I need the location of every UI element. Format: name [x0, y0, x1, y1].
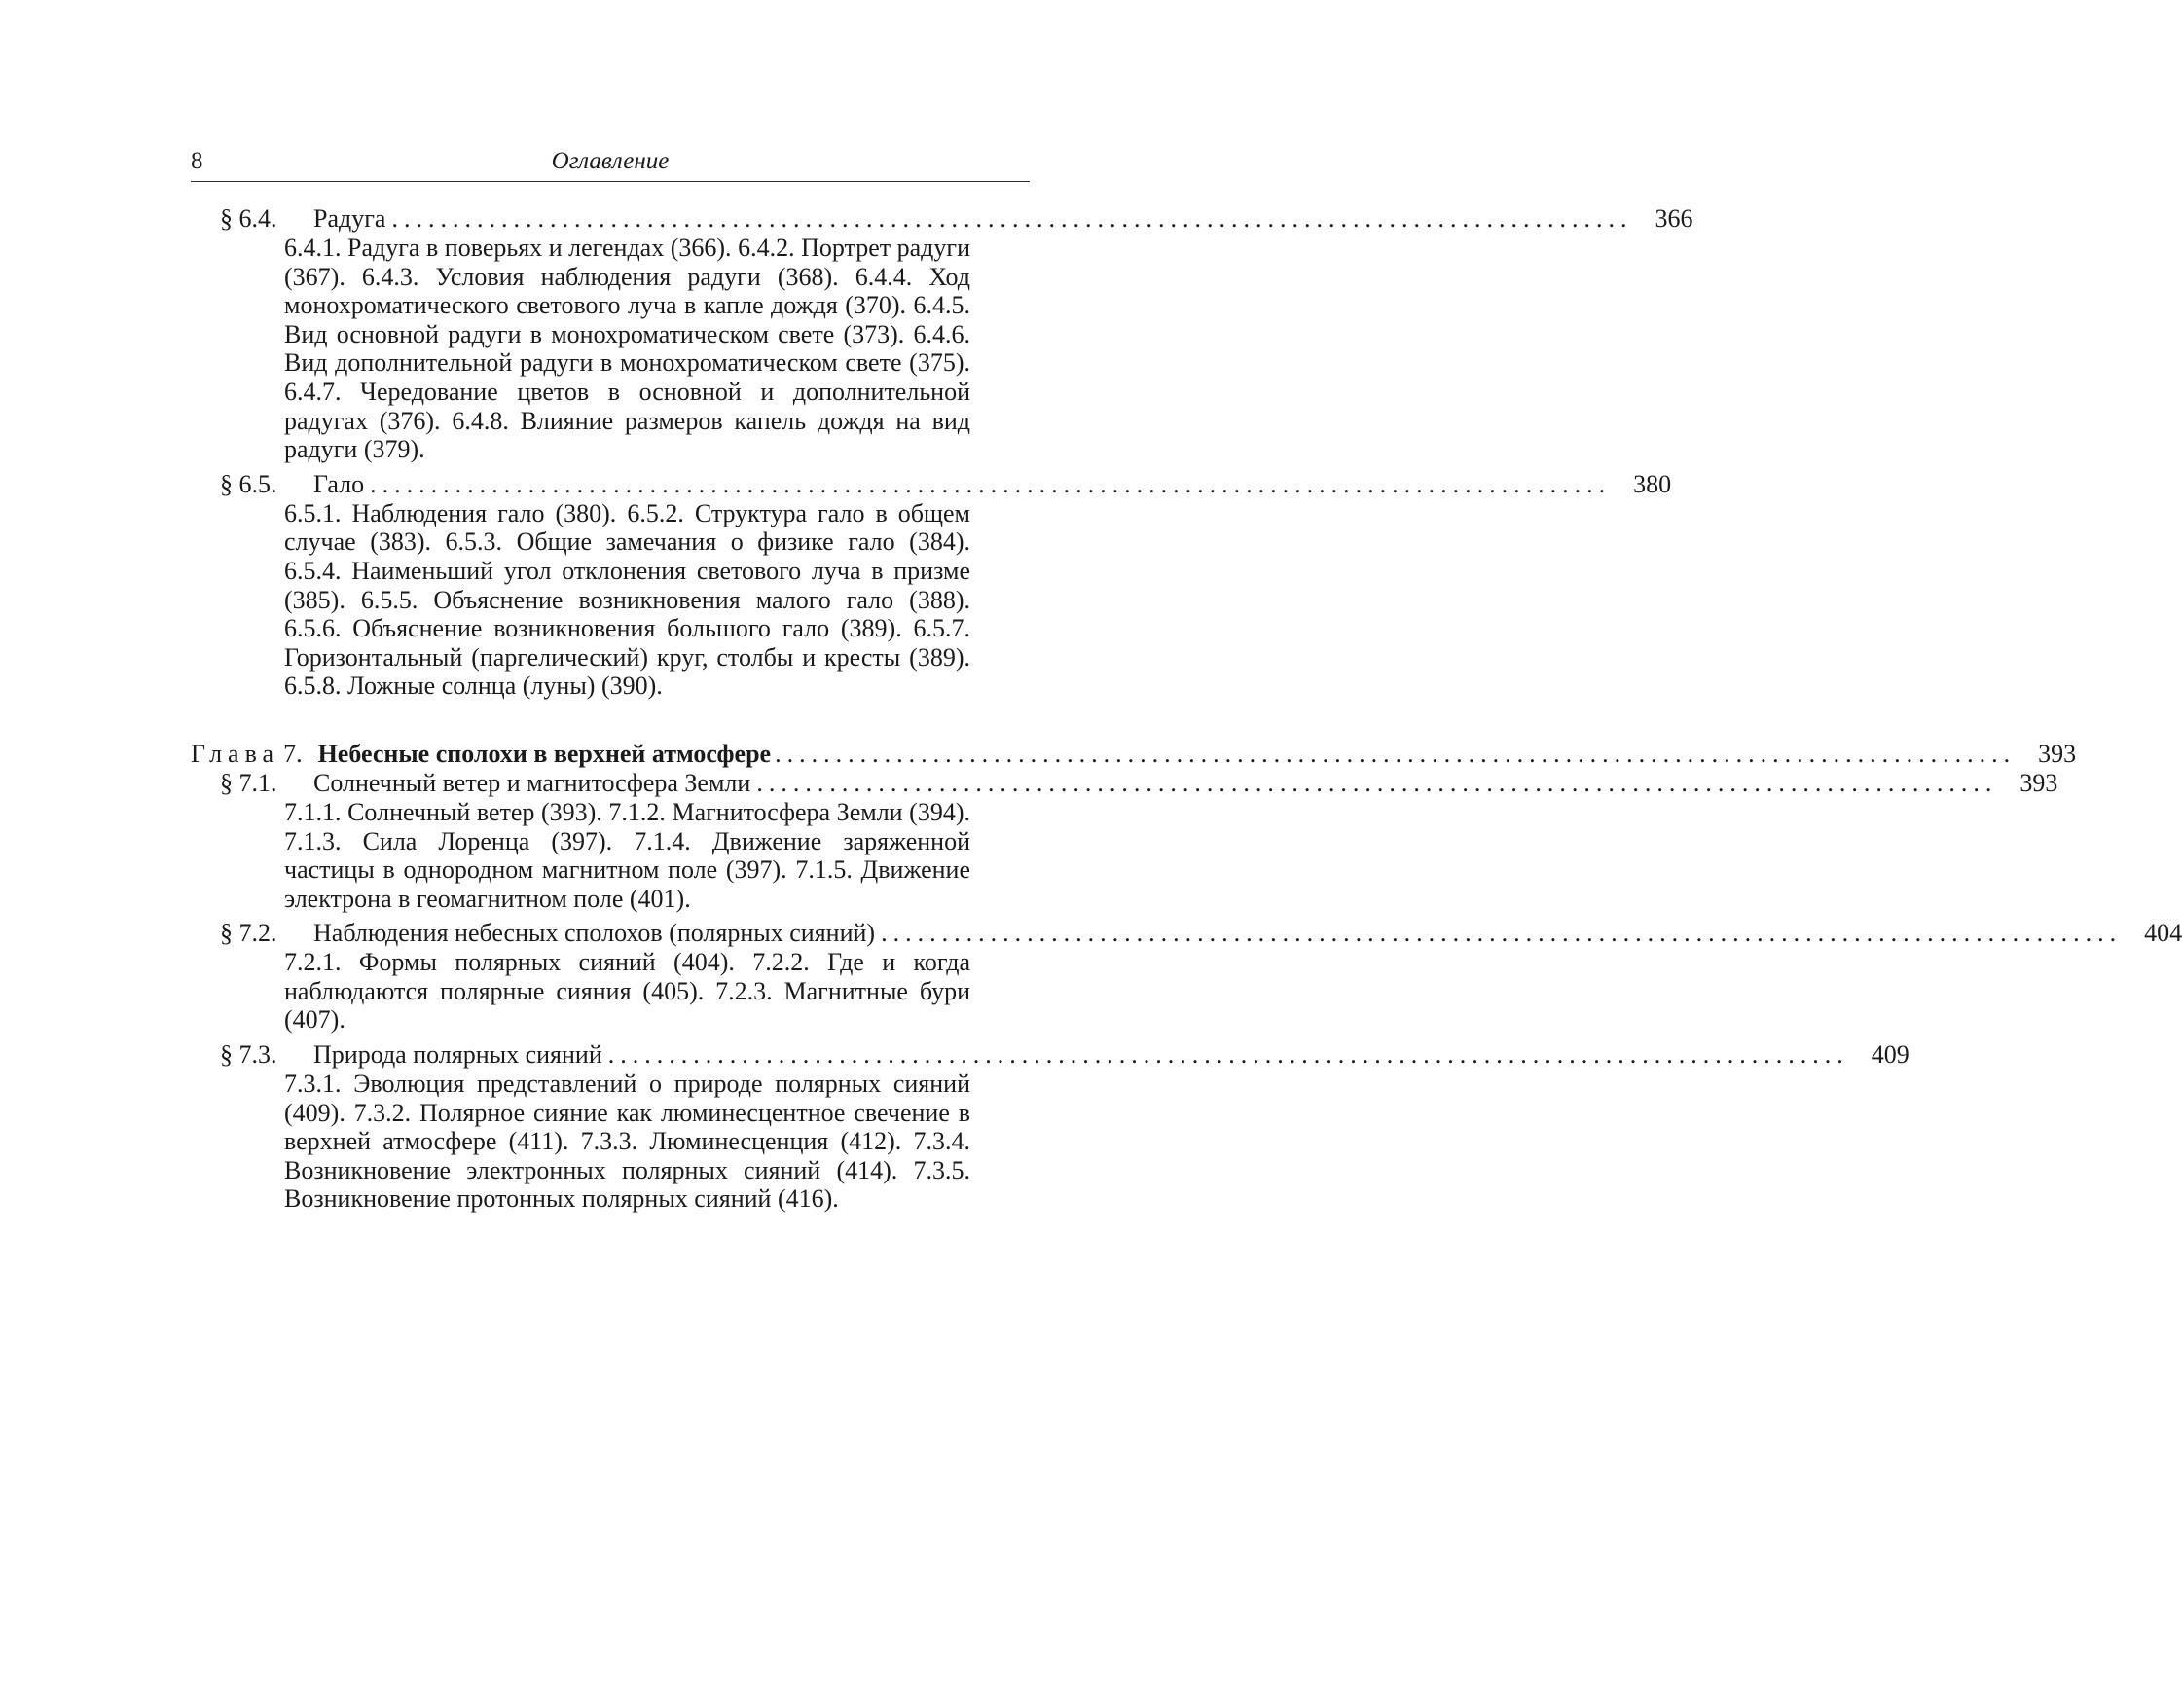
leader-dots: ......................................................................................................	[775, 739, 2017, 768]
section-title: Радуга	[313, 204, 386, 233]
section-description: 6.5.1. Наблюдения гало (380). 6.5.2. Структура гало в общем случае (383). 6.5.3. Общие замечания о физике гало (384). 6.5.4. Наименьший угол отклонения светового луча в призме (385). 6.5.5. Объяснение возникновения малого гало (388). 6.5.6. Объяснение возникновения большого гало (389). 6.5.7. Горизонтальный (паргелический) круг, столбы и кресты (389). 6.5.8. Ложные солнца (луны) (390).	[284, 498, 970, 701]
toc-section-7-2	[191, 919, 2182, 1035]
chapter-page: 393	[2038, 739, 2077, 768]
section-description: 6.4.1. Радуга в поверьях и легендах (366). 6.4.2. Портрет радуги (367). 6.4.3. Условия наблюдения радуги (368). 6.4.4. Ход монохроматического светового луча в капле дождя (370). 6.4.5. Вид основной радуги в монохроматическом свете (373). 6.4.6. Вид дополнительной радуги в монохроматическом свете (375). 6.4.7. Чередование цветов в основной и дополнительной радугах (376). 6.4.8. Влияние размеров капель дождя на вид радуги (379).	[284, 234, 970, 464]
section-page: 380	[1633, 469, 1672, 498]
toc-section-7-3	[191, 1040, 1909, 1214]
section-title: Гало	[313, 469, 365, 498]
chapter-label: Глава	[191, 739, 280, 768]
toc-entry-7-2[interactable]	[191, 919, 2182, 948]
page-header	[191, 146, 1030, 182]
section-number: § 6.4.	[220, 204, 277, 233]
toc-entry-7-1[interactable]	[191, 768, 2058, 798]
toc-chapter-7[interactable]	[191, 739, 2077, 769]
toc-section-6-5	[191, 469, 1672, 701]
running-title: Оглавление	[551, 148, 670, 174]
section-page: 409	[1871, 1040, 1909, 1070]
section-description: 7.3.1. Эволюция представлений о природе полярных сияний (409). 7.3.2. Полярное сияние как люминесцентное свечение в верхней атмосфере (411). 7.3.3. Люминесценция (412). 7.3.4. Возникновение электронных полярных сияний (414). 7.3.5. Возникновение протонных полярных сияний (416).	[284, 1070, 970, 1214]
leader-dots: ......................................................................................................	[881, 919, 2123, 948]
leader-dots: ......................................................................................................	[607, 1040, 1849, 1070]
leader-dots: ......................................................................................................	[370, 469, 1612, 498]
toc-entry-7-3[interactable]	[191, 1040, 1909, 1070]
section-number: § 7.3.	[220, 1040, 277, 1070]
section-description: 7.1.1. Солнечный ветер (393). 7.1.2. Магнитосфера Земли (394). 7.1.3. Сила Лоренца (397). 7.1.4. Движение заряженной частицы в однородном магнитном поле (397). 7.1.5. Движение электрона в геомагнитном поле (401).	[284, 797, 970, 913]
table-of-contents	[191, 204, 2182, 1219]
chapter-title: Небесные сполохи в верхней атмосфере	[317, 739, 772, 768]
section-page: 404	[2144, 919, 2182, 948]
section-number: § 7.2.	[220, 919, 277, 948]
section-title: Природа полярных сияний	[313, 1040, 602, 1070]
leader-dots: ......................................................................................................	[756, 768, 1998, 797]
section-number: § 6.5.	[220, 469, 277, 498]
section-title: Наблюдения небесных сполохов (полярных сияний)	[313, 919, 876, 948]
section-page: 393	[2019, 768, 2058, 797]
section-title: Солнечный ветер и магнитосфера Земли	[313, 768, 751, 797]
page-number: 8	[191, 148, 203, 174]
section-description: 7.2.1. Формы полярных сияний (404). 7.2.2. Где и когда наблюдаются полярные сияния (405). 7.2.3. Магнитные бури (407).	[284, 948, 970, 1035]
chapter-number: 7.	[283, 739, 303, 768]
leader-dots: ......................................................................................................	[391, 204, 1633, 233]
toc-section-6-4	[191, 204, 1693, 464]
section-number: § 7.1.	[220, 768, 277, 797]
toc-entry-6-5[interactable]	[191, 469, 1672, 499]
toc-section-7-1	[191, 768, 2058, 913]
toc-entry-6-4[interactable]	[191, 204, 1693, 234]
section-page: 366	[1655, 204, 1693, 233]
